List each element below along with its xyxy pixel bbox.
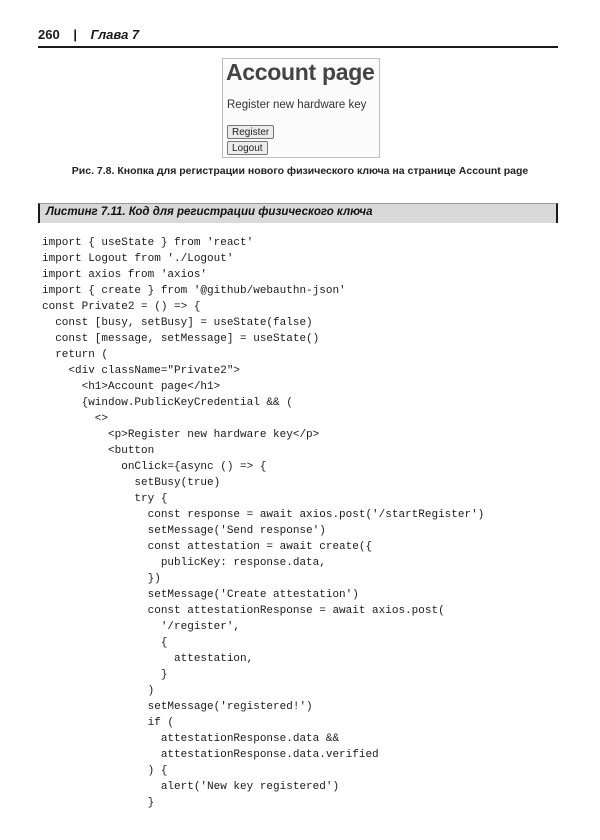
code-line: const response = await axios.post('/startRegister')	[42, 509, 485, 521]
code-line: '/register',	[42, 621, 241, 633]
code-line: })	[42, 573, 161, 585]
figure-caption: Рис. 7.8. Кнопка для регистрации нового физического ключа на странице Account page	[71, 165, 529, 177]
code-line: <button	[42, 445, 155, 457]
code-line: const [message, setMessage] = useState()	[42, 333, 320, 345]
code-line: setMessage('registered!')	[42, 701, 313, 713]
code-line: const attestation = await create({	[42, 541, 373, 553]
code-line: setMessage('Create attestation')	[42, 589, 359, 601]
code-line: const attestationResponse = await axios.post(	[42, 605, 445, 617]
running-header	[38, 26, 558, 48]
code-line: ) {	[42, 765, 168, 777]
listing-header	[38, 203, 558, 223]
figure-page-title: Account page	[226, 59, 375, 85]
code-line: import { create } from '@github/webauthn-json'	[42, 285, 346, 297]
page-number: 260	[38, 27, 60, 42]
code-line: <h1>Account page</h1>	[42, 381, 221, 393]
figure-account-page-screenshot	[222, 58, 380, 158]
code-line: return (	[42, 349, 109, 361]
code-line: const Private2 = () => {	[42, 301, 201, 313]
figure-description-text: Register new hardware key	[227, 99, 367, 111]
code-line: import axios from 'axios'	[42, 269, 208, 281]
code-line: setBusy(true)	[42, 477, 221, 489]
code-line: setMessage('Send response')	[42, 525, 326, 537]
code-line: if (	[42, 717, 175, 729]
code-line: {	[42, 637, 168, 649]
code-line: <>	[42, 413, 109, 425]
code-line: try {	[42, 493, 168, 505]
code-line: attestationResponse.data &&	[42, 733, 340, 745]
code-line: import { useState } from 'react'	[42, 237, 254, 249]
code-line: <p>Register new hardware key</p>	[42, 429, 320, 441]
register-button[interactable]: Register	[227, 125, 274, 139]
code-line: }	[42, 669, 168, 681]
code-line: attestation,	[42, 653, 254, 665]
header-separator: |	[73, 27, 77, 42]
code-line: }	[42, 797, 155, 809]
code-line: publicKey: response.data,	[42, 557, 326, 569]
code-line: <div className="Private2">	[42, 365, 241, 377]
code-line: attestationResponse.data.verified	[42, 749, 379, 761]
code-line: const [busy, setBusy] = useState(false)	[42, 317, 313, 329]
code-line: alert('New key registered')	[42, 781, 340, 793]
code-line: {window.PublicKeyCredential && (	[42, 397, 293, 409]
code-line: onClick={async () => {	[42, 461, 267, 473]
listing-title: Листинг 7.11. Код для регистрации физического ключа	[46, 206, 373, 218]
code-line: import Logout from './Logout'	[42, 253, 234, 265]
logout-button[interactable]: Logout	[227, 141, 268, 155]
chapter-title: Глава 7	[90, 27, 140, 42]
code-line: )	[42, 685, 155, 697]
